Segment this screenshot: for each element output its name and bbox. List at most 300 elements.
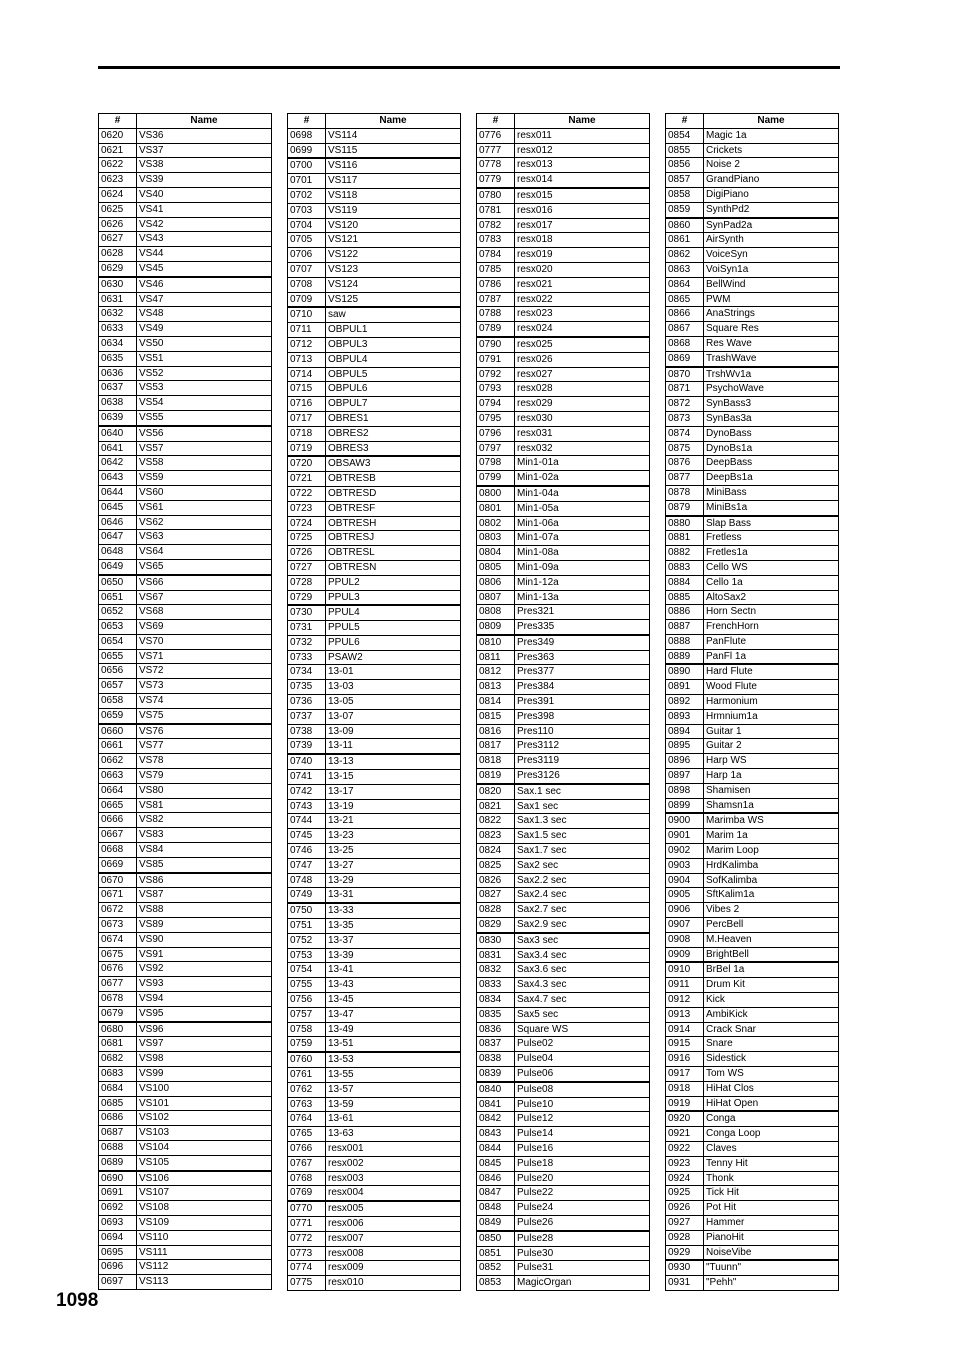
- table-row: [288, 486, 461, 501]
- table-row: [99, 500, 272, 515]
- table-row: [288, 441, 461, 456]
- table-row: [666, 903, 839, 918]
- cell-number: 0670: [99, 873, 137, 888]
- cell-name: AirSynth: [704, 233, 839, 248]
- cell-name: Sax3.4 sec: [515, 948, 650, 963]
- table-row: [99, 649, 272, 664]
- cell-name: Pulse06: [515, 1067, 650, 1082]
- table-row: [99, 679, 272, 694]
- cell-number: 0917: [666, 1067, 704, 1082]
- table-row: [477, 1171, 650, 1186]
- cell-name: VS72: [137, 664, 272, 679]
- cell-name: VS64: [137, 545, 272, 560]
- table-row: [666, 918, 839, 933]
- table-row: [666, 962, 839, 977]
- cell-number: 0887: [666, 620, 704, 635]
- cell-name: TrshWv1a: [704, 367, 839, 382]
- cell-number: 0928: [666, 1230, 704, 1245]
- table-row: [288, 575, 461, 590]
- table-row: [288, 1097, 461, 1112]
- cell-name: VS85: [137, 857, 272, 872]
- table-row: [288, 1112, 461, 1127]
- table-row: [477, 426, 650, 441]
- cell-number: 0689: [99, 1155, 137, 1170]
- cell-number: 0876: [666, 456, 704, 471]
- cell-name: Harp WS: [704, 754, 839, 769]
- cell-number: 0899: [666, 798, 704, 813]
- cell-name: Sax2.2 sec: [515, 873, 650, 888]
- cell-name: Pres349: [515, 635, 650, 650]
- cell-number: 0760: [288, 1052, 326, 1067]
- cell-name: 13-53: [326, 1052, 461, 1067]
- table-row: [99, 559, 272, 574]
- cell-number: 0678: [99, 992, 137, 1007]
- table-row: [99, 1186, 272, 1201]
- cell-number: 0663: [99, 769, 137, 784]
- table-row: [99, 1067, 272, 1082]
- cell-number: 0835: [477, 1007, 515, 1022]
- table-row: [477, 382, 650, 397]
- cell-number: 0891: [666, 680, 704, 695]
- table-row: [288, 709, 461, 724]
- cell-number: 0690: [99, 1171, 137, 1186]
- cell-name: Sax1.5 sec: [515, 829, 650, 844]
- cell-name: Crickets: [704, 143, 839, 158]
- cell-number: 0751: [288, 919, 326, 934]
- table-row: [477, 233, 650, 248]
- cell-number: 0707: [288, 262, 326, 277]
- cell-number: 0807: [477, 590, 515, 605]
- table-row: [99, 128, 272, 143]
- cell-name: resx032: [515, 441, 650, 456]
- cell-name: VS101: [137, 1096, 272, 1111]
- table-row: [666, 1067, 839, 1082]
- cell-name: VS100: [137, 1081, 272, 1096]
- table-row: [99, 1037, 272, 1052]
- cell-name: VS53: [137, 381, 272, 396]
- cell-name: PPUL4: [326, 605, 461, 620]
- cell-number: 0637: [99, 381, 137, 396]
- cell-number: 0903: [666, 858, 704, 873]
- cell-name: 13-11: [326, 739, 461, 754]
- table-row: [288, 948, 461, 963]
- cell-number: 0673: [99, 918, 137, 933]
- table-row: [477, 1127, 650, 1142]
- table-row: [666, 173, 839, 188]
- cell-name: Magic 1a: [704, 128, 839, 143]
- table-row: [99, 918, 272, 933]
- cell-name: VS69: [137, 620, 272, 635]
- cell-number: 0710: [288, 307, 326, 322]
- cell-name: Sax4.7 sec: [515, 993, 650, 1008]
- table-row: [666, 680, 839, 695]
- cell-name: Marimba WS: [704, 813, 839, 828]
- cell-name: Pres3112: [515, 739, 650, 754]
- cell-name: SynthPd2: [704, 202, 839, 217]
- table-row: [99, 1096, 272, 1111]
- cell-number: 0901: [666, 829, 704, 844]
- cell-number: 0736: [288, 695, 326, 710]
- cell-number: 0624: [99, 187, 137, 202]
- table-row: [477, 292, 650, 307]
- table-row: [288, 560, 461, 575]
- cell-name: resx006: [326, 1216, 461, 1231]
- cell-number: 0802: [477, 516, 515, 531]
- cell-name: Pulse14: [515, 1127, 650, 1142]
- cell-number: 0764: [288, 1112, 326, 1127]
- table-row: [477, 203, 650, 218]
- cell-number: 0633: [99, 322, 137, 337]
- cell-number: 0902: [666, 844, 704, 859]
- table-row: [99, 634, 272, 649]
- table-row: [477, 829, 650, 844]
- cell-name: VS65: [137, 559, 272, 574]
- table-row: [477, 665, 650, 680]
- cell-name: resx017: [515, 218, 650, 233]
- cell-number: 0820: [477, 784, 515, 799]
- table-row: [666, 1022, 839, 1037]
- table-row: [666, 322, 839, 337]
- cell-name: VS51: [137, 351, 272, 366]
- cell-number: 0702: [288, 188, 326, 203]
- cell-number: 0692: [99, 1201, 137, 1216]
- table-row: [288, 799, 461, 814]
- cell-number: 0770: [288, 1201, 326, 1216]
- cell-number: 0854: [666, 128, 704, 143]
- cell-name: 13-17: [326, 784, 461, 799]
- cell-name: VS120: [326, 218, 461, 233]
- table-row: [99, 292, 272, 307]
- table-row: [477, 1067, 650, 1082]
- cell-number: 0881: [666, 531, 704, 546]
- cell-number: 0649: [99, 559, 137, 574]
- cell-number: 0857: [666, 173, 704, 188]
- cell-name: resx013: [515, 158, 650, 173]
- cell-name: VS123: [326, 262, 461, 277]
- cell-name: Crack Snar: [704, 1022, 839, 1037]
- column-header-number: #: [477, 114, 515, 129]
- cell-name: Pres3126: [515, 769, 650, 784]
- table-row: [288, 919, 461, 934]
- cell-name: Shamsn1a: [704, 798, 839, 813]
- table-row: [99, 202, 272, 217]
- cell-name: VS43: [137, 232, 272, 247]
- cell-number: 0652: [99, 605, 137, 620]
- table-row: [477, 695, 650, 710]
- cell-number: 0728: [288, 575, 326, 590]
- table-row: [477, 158, 650, 173]
- cell-number: 0773: [288, 1246, 326, 1261]
- table-row: [99, 173, 272, 188]
- cell-name: Sax3.6 sec: [515, 963, 650, 978]
- cell-number: 0870: [666, 367, 704, 382]
- table-row: [666, 500, 839, 515]
- cell-name: Pulse31: [515, 1261, 650, 1276]
- cell-name: Pulse16: [515, 1141, 650, 1156]
- table-row: [288, 770, 461, 785]
- cell-number: 0823: [477, 829, 515, 844]
- cell-number: 0812: [477, 665, 515, 680]
- table-row: [288, 1082, 461, 1097]
- cell-name: DeepBass: [704, 456, 839, 471]
- cell-name: VS94: [137, 992, 272, 1007]
- table-row: [99, 261, 272, 276]
- cell-number: 0819: [477, 769, 515, 784]
- cell-name: Tick Hit: [704, 1186, 839, 1201]
- cell-number: 0622: [99, 158, 137, 173]
- table-row: [288, 337, 461, 352]
- cell-number: 0726: [288, 546, 326, 561]
- table-row: [99, 1126, 272, 1141]
- cell-name: VS50: [137, 336, 272, 351]
- cell-name: VS115: [326, 143, 461, 158]
- table-row: [477, 546, 650, 561]
- cell-name: VoiceSyn: [704, 248, 839, 263]
- cell-name: OBSAW3: [326, 456, 461, 471]
- table-row: [99, 620, 272, 635]
- table-row: [666, 829, 839, 844]
- table-row: [666, 367, 839, 382]
- table-row: [666, 128, 839, 143]
- cell-name: Drum Kit: [704, 978, 839, 993]
- cell-name: resx026: [515, 352, 650, 367]
- cell-name: Min1-09a: [515, 560, 650, 575]
- cell-number: 0910: [666, 962, 704, 977]
- cell-name: VS122: [326, 248, 461, 263]
- cell-number: 0676: [99, 962, 137, 977]
- cell-number: 0788: [477, 307, 515, 322]
- cell-number: 0746: [288, 844, 326, 859]
- table-row: [477, 1082, 650, 1097]
- cell-number: 0711: [288, 323, 326, 338]
- table-row: [288, 754, 461, 769]
- cell-number: 0626: [99, 217, 137, 232]
- cell-name: Pulse20: [515, 1171, 650, 1186]
- cell-number: 0796: [477, 426, 515, 441]
- table-row: [666, 1186, 839, 1201]
- table-row: [666, 620, 839, 635]
- cell-number: 0882: [666, 546, 704, 561]
- cell-number: 0843: [477, 1127, 515, 1142]
- cell-number: 0694: [99, 1230, 137, 1245]
- table-row: [288, 680, 461, 695]
- table-row: [288, 546, 461, 561]
- cell-name: NoiseVibe: [704, 1245, 839, 1260]
- cell-name: resx023: [515, 307, 650, 322]
- cell-number: 0861: [666, 233, 704, 248]
- table-row: [477, 337, 650, 352]
- cell-name: Marim Loop: [704, 844, 839, 859]
- table-row: [666, 456, 839, 471]
- cell-name: 13-13: [326, 754, 461, 769]
- table-row: [666, 1037, 839, 1052]
- table-row: [99, 187, 272, 202]
- cell-number: 0869: [666, 351, 704, 366]
- cell-number: 0723: [288, 501, 326, 516]
- cell-name: Marim 1a: [704, 829, 839, 844]
- cell-name: Fretless: [704, 531, 839, 546]
- table-row: [477, 486, 650, 501]
- cell-name: 13-29: [326, 873, 461, 888]
- table-row: [477, 516, 650, 531]
- table-row: [477, 918, 650, 933]
- cell-number: 0629: [99, 261, 137, 276]
- cell-name: AltoSax2: [704, 590, 839, 605]
- cell-number: 0655: [99, 649, 137, 664]
- table-row: [477, 888, 650, 903]
- table-row: [477, 1215, 650, 1230]
- table-row: [288, 262, 461, 277]
- cell-name: resx003: [326, 1171, 461, 1186]
- cell-name: PPUL3: [326, 590, 461, 605]
- table-row: [666, 858, 839, 873]
- cell-number: 0701: [288, 174, 326, 189]
- cell-name: Pulse04: [515, 1052, 650, 1067]
- cell-name: VS79: [137, 769, 272, 784]
- cell-name: 13-37: [326, 933, 461, 948]
- cell-number: 0635: [99, 351, 137, 366]
- cell-name: VS39: [137, 173, 272, 188]
- cell-name: OBPUL7: [326, 397, 461, 412]
- cell-number: 0911: [666, 978, 704, 993]
- cell-name: VS70: [137, 634, 272, 649]
- column-header-number: #: [288, 114, 326, 129]
- cell-number: 0922: [666, 1141, 704, 1156]
- cell-name: Sax2.4 sec: [515, 888, 650, 903]
- table-row: [288, 829, 461, 844]
- cell-name: Pulse08: [515, 1082, 650, 1097]
- cell-name: VS47: [137, 292, 272, 307]
- cell-number: 0735: [288, 680, 326, 695]
- cell-number: 0914: [666, 1022, 704, 1037]
- table-row: [99, 515, 272, 530]
- cell-number: 0787: [477, 292, 515, 307]
- cell-number: 0848: [477, 1201, 515, 1216]
- cell-name: Sax2.7 sec: [515, 903, 650, 918]
- cell-name: Min1-08a: [515, 546, 650, 561]
- table-row: [666, 202, 839, 217]
- multisample-table-col-2: [287, 113, 461, 1291]
- table-row: [288, 1037, 461, 1052]
- cell-number: 0786: [477, 277, 515, 292]
- cell-number: 0627: [99, 232, 137, 247]
- cell-number: 0860: [666, 218, 704, 233]
- cell-name: VS68: [137, 605, 272, 620]
- table-row: [666, 739, 839, 754]
- cell-number: 0900: [666, 813, 704, 828]
- table-row: [666, 947, 839, 962]
- cell-name: 13-49: [326, 1022, 461, 1037]
- table-row: [288, 1171, 461, 1186]
- cell-name: OBPUL4: [326, 352, 461, 367]
- cell-name: 13-33: [326, 903, 461, 918]
- cell-number: 0801: [477, 501, 515, 516]
- table-row: [288, 963, 461, 978]
- cell-number: 0875: [666, 441, 704, 456]
- multisample-table-col-4: [665, 113, 839, 1291]
- cell-number: 0757: [288, 1007, 326, 1022]
- cell-number: 0873: [666, 411, 704, 426]
- cell-name: 13-09: [326, 724, 461, 739]
- cell-name: OBTRESJ: [326, 531, 461, 546]
- cell-number: 0715: [288, 382, 326, 397]
- table-row: [477, 128, 650, 143]
- table-row: [666, 754, 839, 769]
- cell-name: VS42: [137, 217, 272, 232]
- cell-number: 0798: [477, 456, 515, 471]
- cell-number: 0769: [288, 1186, 326, 1201]
- cell-number: 0745: [288, 829, 326, 844]
- table-row: [99, 277, 272, 292]
- cell-name: 13-23: [326, 829, 461, 844]
- cell-name: Min1-05a: [515, 501, 650, 516]
- cell-name: VS49: [137, 322, 272, 337]
- cell-number: 0727: [288, 560, 326, 575]
- table-row: [666, 1141, 839, 1156]
- cell-name: AnaStrings: [704, 307, 839, 322]
- cell-number: 0926: [666, 1201, 704, 1216]
- cell-number: 0827: [477, 888, 515, 903]
- table-row: [288, 1068, 461, 1083]
- cell-number: 0729: [288, 590, 326, 605]
- table-row: [288, 352, 461, 367]
- cell-name: Claves: [704, 1141, 839, 1156]
- cell-name: VS86: [137, 873, 272, 888]
- cell-number: 0756: [288, 993, 326, 1008]
- cell-number: 0741: [288, 770, 326, 785]
- cell-name: Sax4.3 sec: [515, 978, 650, 993]
- cell-name: VS56: [137, 426, 272, 441]
- table-row: [666, 769, 839, 784]
- cell-name: 13-51: [326, 1037, 461, 1052]
- table-row: [477, 993, 650, 1008]
- table-row: [99, 471, 272, 486]
- table-row: [666, 695, 839, 710]
- cell-name: Sax1 sec: [515, 799, 650, 814]
- cell-number: 0889: [666, 649, 704, 664]
- cell-number: 0797: [477, 441, 515, 456]
- cell-number: 0647: [99, 530, 137, 545]
- cell-number: 0699: [288, 143, 326, 158]
- table-row: [666, 1111, 839, 1126]
- cell-name: Conga Loop: [704, 1127, 839, 1142]
- cell-number: 0688: [99, 1140, 137, 1155]
- table-row: [99, 605, 272, 620]
- cell-name: resx020: [515, 262, 650, 277]
- cell-name: Sax2.9 sec: [515, 918, 650, 933]
- cell-number: 0867: [666, 322, 704, 337]
- cell-number: 0842: [477, 1112, 515, 1127]
- cell-name: OBTRESH: [326, 516, 461, 531]
- cell-name: FrenchHorn: [704, 620, 839, 635]
- table-row: [666, 1171, 839, 1186]
- cell-name: resx022: [515, 292, 650, 307]
- cell-number: 0868: [666, 336, 704, 351]
- cell-name: Pres363: [515, 650, 650, 665]
- table-row: [99, 381, 272, 396]
- cell-number: 0879: [666, 500, 704, 515]
- cell-name: Pulse02: [515, 1037, 650, 1052]
- cell-name: resx025: [515, 337, 650, 352]
- table-row: [666, 277, 839, 292]
- cell-name: Pot Hit: [704, 1201, 839, 1216]
- cell-name: AmbiKick: [704, 1007, 839, 1022]
- cell-number: 0768: [288, 1171, 326, 1186]
- cell-name: VS108: [137, 1201, 272, 1216]
- cell-name: saw: [326, 307, 461, 322]
- column-header-number: #: [666, 114, 704, 129]
- cell-number: 0679: [99, 1006, 137, 1021]
